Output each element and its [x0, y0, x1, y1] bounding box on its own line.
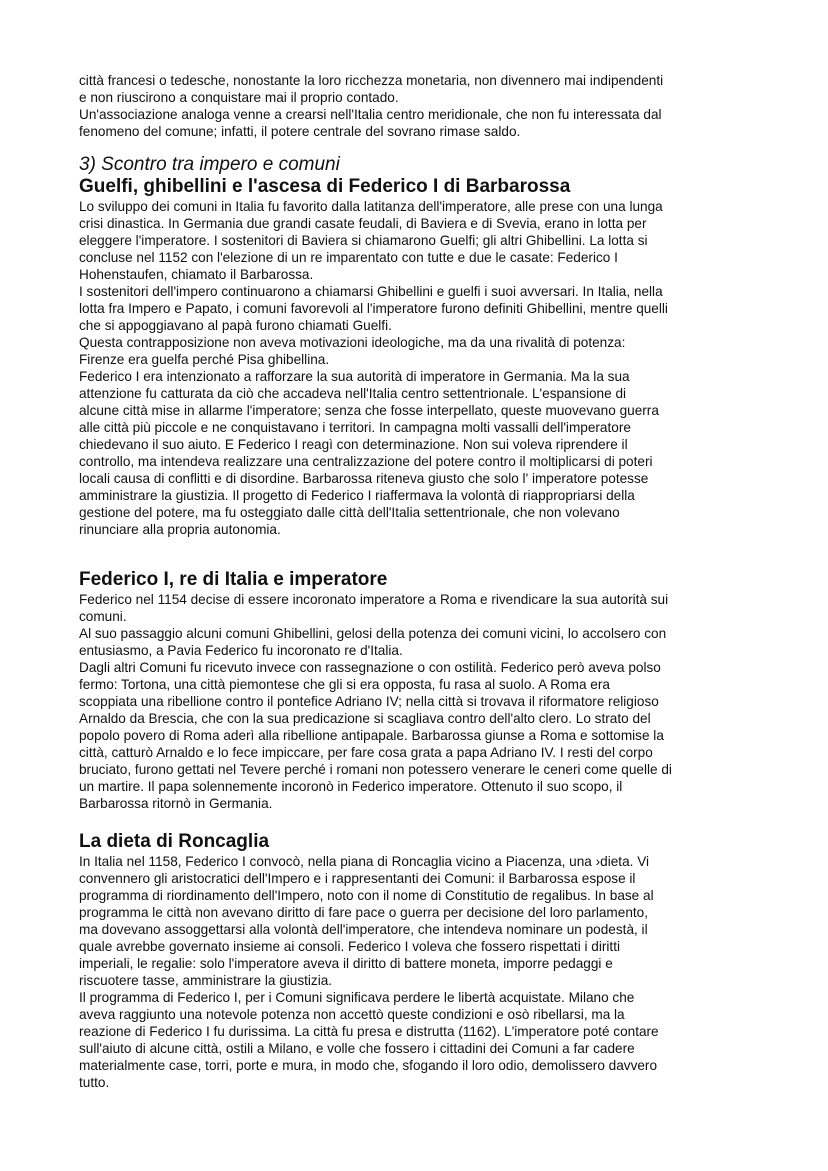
chapter-heading: 3) Scontro tra impero e comuni [79, 154, 340, 175]
body-paragraph: Lo sviluppo dei comuni in Italia fu favorito dalla latitanza dell'imperatore, alle prese con una lunga crisi dinastica. In Germania due grandi casate feudali, di Baviera e di Svevia, erano in lotta per eleggere l'imperatore. I sostenitori di Baviera si chiamarono Guelfi; gli altri Ghibellini. La lotta si concluse nel 1152 con l'elezione di un re imparentato con tutte e due le casate: Federico I Hohenstaufen, chiamato il Barbarossa. [79, 199, 663, 282]
body-paragraph: Federico nel 1154 decise di essere incoronato imperatore a Roma e rivendicare la sua autorità sui comuni. [79, 592, 669, 624]
body-paragraph: Al suo passaggio alcuni comuni Ghibellini, gelosi della potenza dei comuni vicini, lo accolsero con entusiasmo, a Pavia Federico fu incoronato re d'Italia. [79, 626, 667, 658]
intro-paragraph: città francesi o tedesche, nonostante la loro ricchezza monetaria, non divennero mai indipendenti e non riuscirono a conquistare mai il proprio contado. [79, 73, 664, 105]
section-title-federico: Federico I, re di Italia e imperatore [79, 569, 388, 590]
document-page [79, 72, 755, 1091]
body-paragraph: Questa contrapposizione non aveva motivazioni ideologiche, ma da una rivalità di potenza: Firenze era guelfa perché Pisa ghibellina. [79, 335, 626, 367]
body-paragraph: In Italia nel 1158, Federico I convocò, nella piana di Roncaglia vicino a Piacenza, una ›dieta. Vi convennero gli aristocratici dell'Impero e i rappresentanti dei Comuni: il Barbarossa espose il programma di riordinamento dell'Impero, noto con il nome di Constitutio de regalibus. In base al programma le città non avevano diritto di fare pace o guerra per decisione del loro parlamento, ma dovevano assoggettarsi alla volontà dell'imperatore, che intendeva nominare un podestà, il quale avrebbe governato insieme ai consoli. Federico I voleva che fossero rispettati i diritti imperiali, le regalie: solo l'imperatore aveva il diritto di battere moneta, imporre pedaggi e riscuotere tasse, amministrare la giustizia. [79, 854, 654, 988]
intro-paragraph: Un'associazione analoga venne a crearsi nell'Italia centro meridionale, che non fu interessata dal fenomeno del comune; infatti, il potere centrale del sovrano rimase saldo. [79, 107, 662, 139]
section-title-roncaglia: La dieta di Roncaglia [79, 831, 270, 852]
body-paragraph: Il programma di Federico I, per i Comuni significava perdere le libertà acquistate. Milano che aveva raggiunto una notevole potenza non accettò queste condizioni e osò ribellarsi, ma la reazione di Federico I fu durissima. La città fu presa e distrutta (1162). L'imperatore poté contare sull'aiuto di alcune città, ostili a Milano, e volle che fossero i cittadini dei Comuni a far cadere materialmente case, torri, porte e mura, in modo che, sfogando il loro odio, demolissero davvero tutto. [79, 990, 659, 1090]
section-title-guelfi: Guelfi, ghibellini e l'ascesa di Federico I di Barbarossa [79, 176, 571, 197]
body-paragraph: I sostenitori dell'impero continuarono a chiamarsi Ghibellini e guelfi i suoi avversari. In Italia, nella lotta fra Impero e Papato, i comuni favorevoli al l'imperatore furono definiti Ghibellini, mentre quelli che si appoggiavano al papà furono chiamati Guelfi. [79, 284, 668, 333]
body-paragraph: Federico I era intenzionato a rafforzare la sua autorità di imperatore in Germania. Ma la sua attenzione fu catturata da ciò che accadeva nell'Italia centro settentrionale. L'espansione di alcune città mise in allarme l'imperatore; senza che fosse interpellato, queste muovevano guerra alle città più piccole e ne conquistavano i territori. In campagna molti vassalli dell'imperatore chiedevano il suo aiuto. E Federico I reagì con determinazione. Non sui voleva riprendere il controllo, ma intendeva realizzare una centralizzazione del potere contro il moltiplicarsi di poteri locali causa di conflitti e di disordine. Barbarossa riteneva giusto che solo l' imperatore potesse amministrare la giustizia. Il progetto di Federico I riaffermava la volontà di riappropriarsi della gestione del potere, ma fu osteggiato dalle città dell'Italia settentrionale, che non volevano rinunciare alla propria autonomia. [79, 369, 659, 537]
body-paragraph: Dagli altri Comuni fu ricevuto invece con rassegnazione o con ostilità. Federico però aveva polso fermo: Tortona, una città piemontese che gli si era opposta, fu rasa al suolo. A Roma era scoppiata una ribellione contro il pontefice Adriano IV; nella città si trovava il riformatore religioso Arnaldo da Brescia, che con la sua predicazione si scagliava contro dell'alto clero. Lo strato del popolo povero di Roma aderì alla ribellione antipapale. Barbarossa giunse a Roma e sottomise la città, catturò Arnaldo e lo fece impiccare, per fare cosa grata a papa Adriano IV. I resti del corpo bruciato, furono gettati nel Tevere perché i romani non potessero venerare le ceneri come quelle di un martire. Il papa solennemente incoronò in Federico imperatore. Ottenuto il suo scopo, il Barbarossa ritornò in Germania. [79, 660, 672, 811]
